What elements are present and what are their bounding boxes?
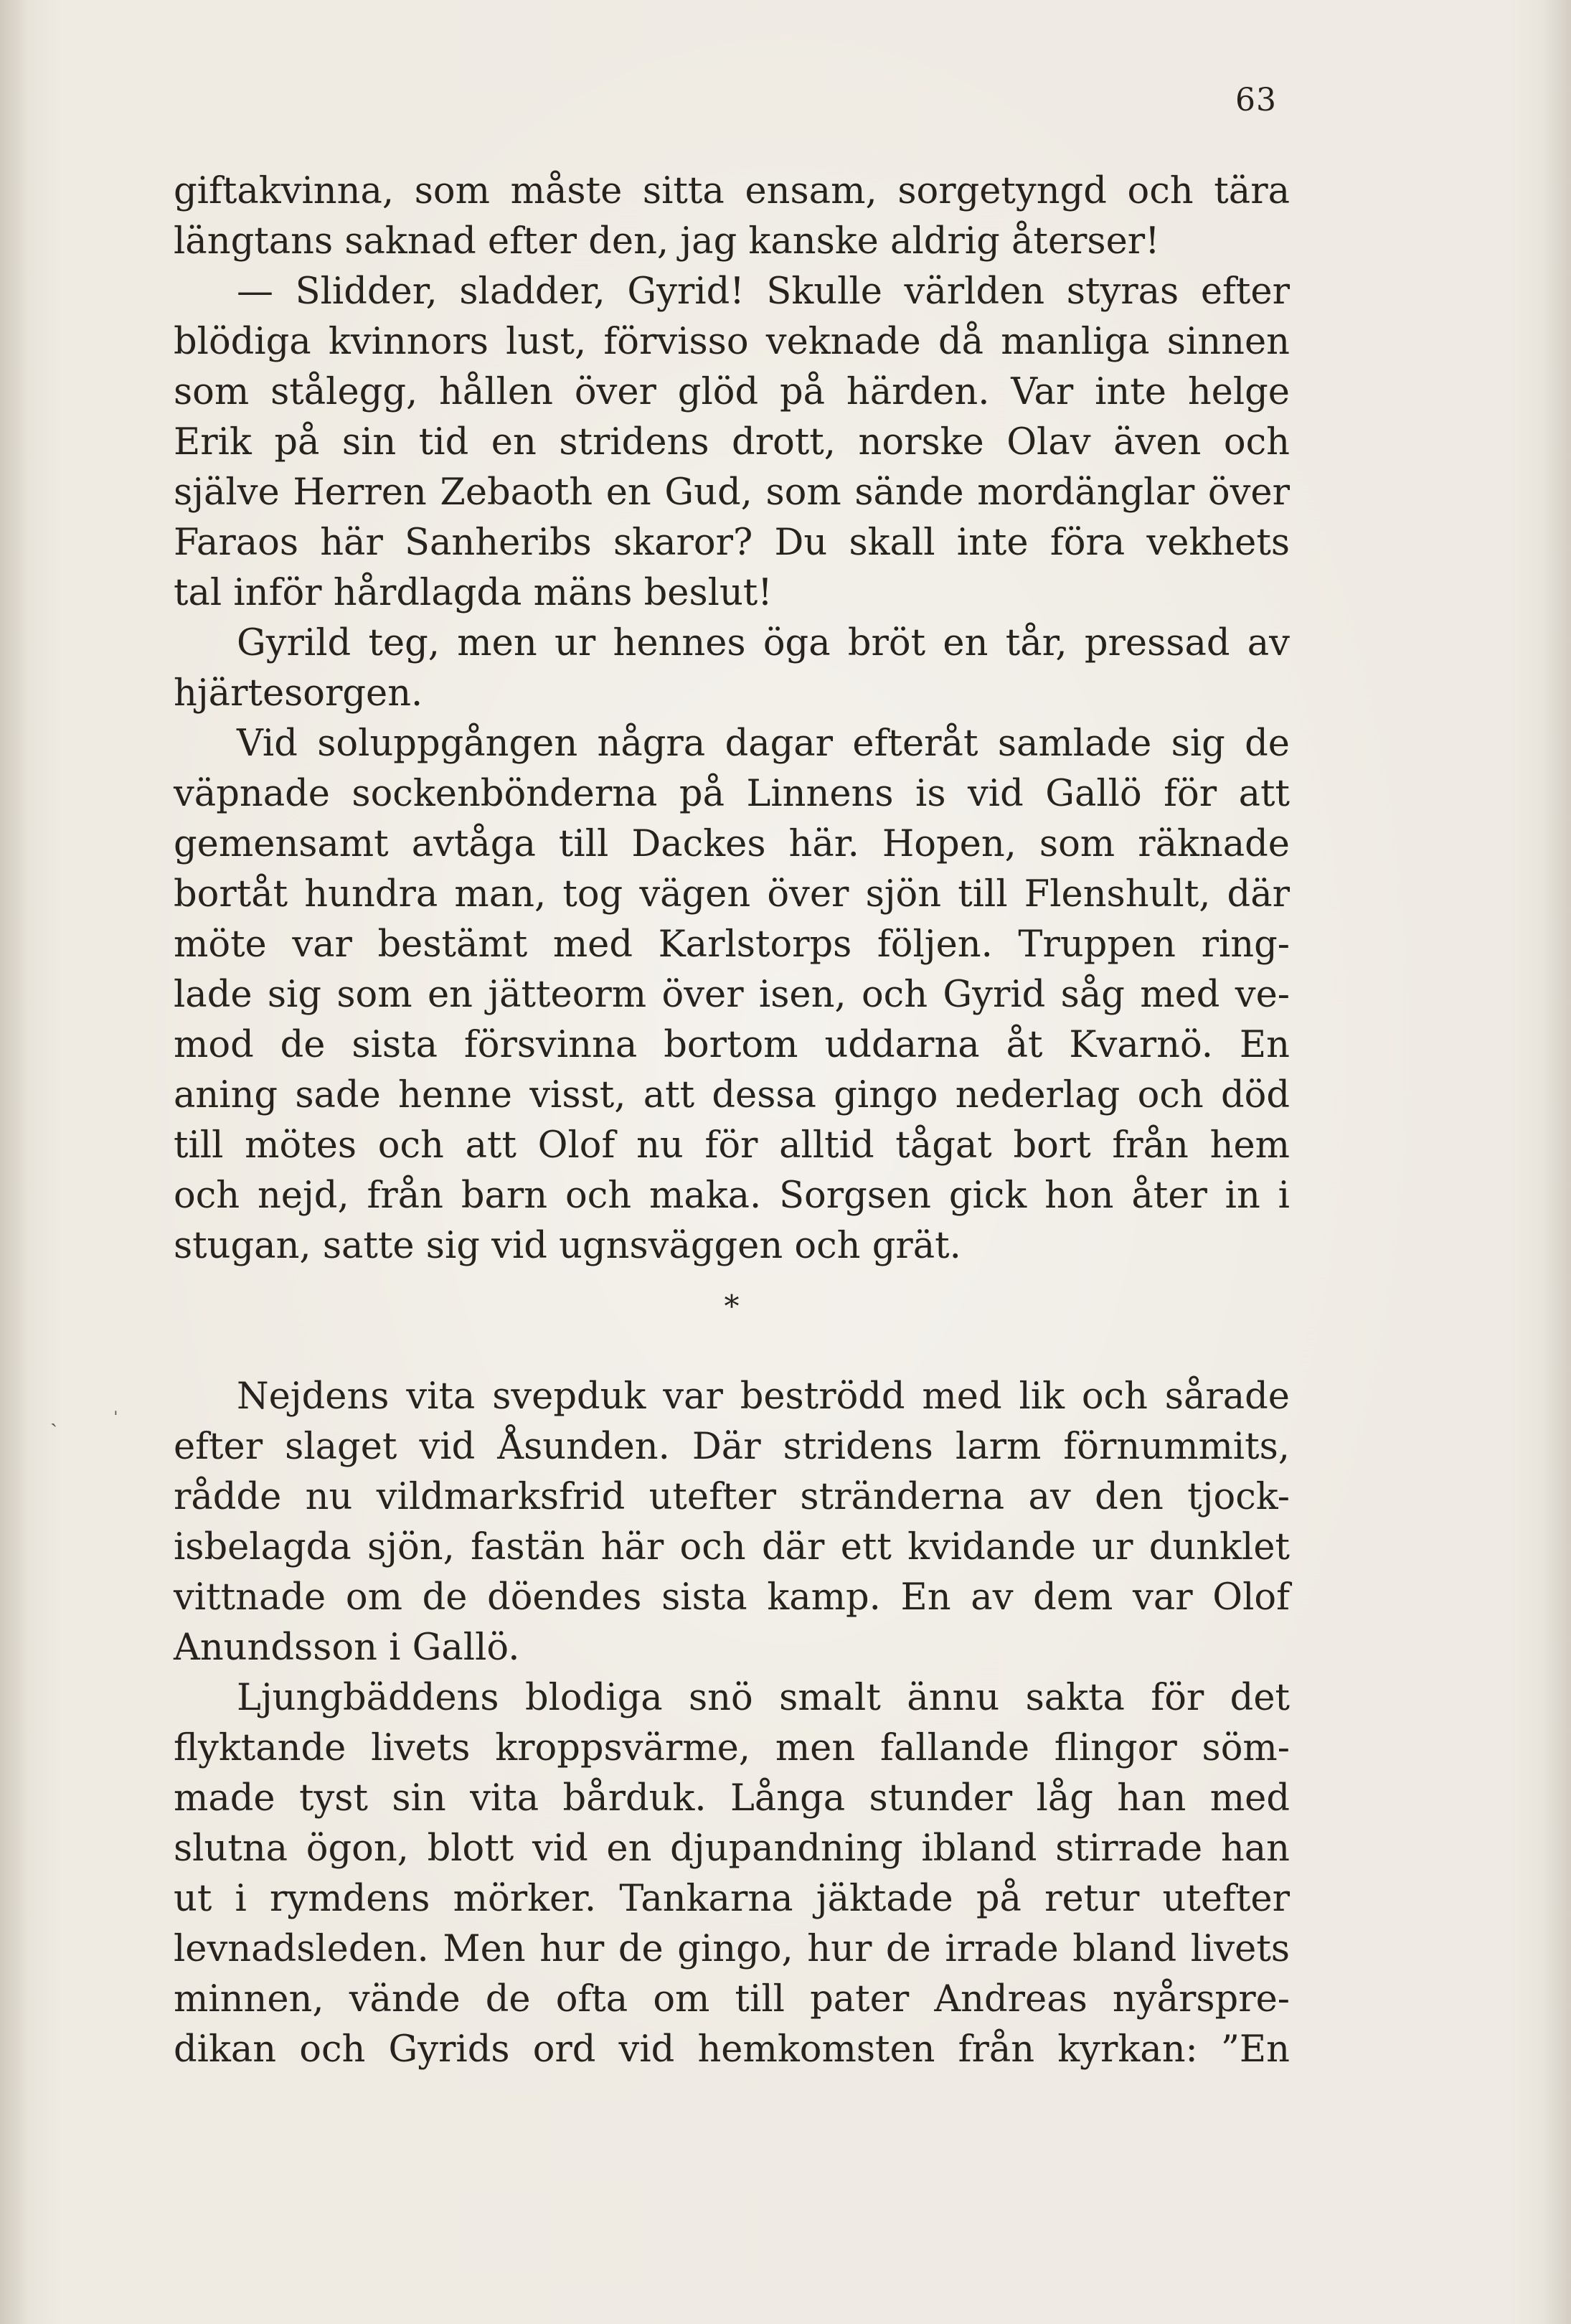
asterisk-divider: *	[724, 1289, 740, 1324]
page-edge-shadow-left	[0, 0, 29, 2324]
text-line: ut i rymdens mörker. Tankarna jäktade på retur utefter	[174, 1878, 1290, 1920]
text-line: lade sig som en jätteorm över isen, och Gyrid såg med ve-	[174, 974, 1290, 1016]
text-line: gemensamt avtåga till Dackes här. Hopen, som räknade	[174, 823, 1290, 865]
text-line: flyktande livets kroppsvärme, men fallande flingor söm-	[174, 1727, 1290, 1769]
paragraph-2	[174, 267, 1290, 618]
text-line: Ljungbäddens blodiga snö smalt ännu sakta för det	[237, 1677, 1290, 1719]
body-text	[174, 166, 1290, 2075]
text-line: blödiga kvinnors lust, förvisso veknade då manliga sinnen	[174, 321, 1290, 363]
text-line: mod de sista försvinna bortom uddarna åt Kvarnö. En	[174, 1024, 1290, 1066]
text-line: giftakvinna, som måste sitta ensam, sorgetyngd och tära	[174, 170, 1290, 212]
text-line: som stålegg, hållen över glöd på härden. Var inte helge	[174, 371, 1290, 413]
text-line: — Slidder, sladder, Gyrid! Skulle världen styras efter	[237, 270, 1290, 313]
text-line: Faraos här Sanheribs skaror? Du skall inte föra vekhets	[174, 522, 1290, 564]
text-line: levnadsleden. Men hur de gingo, hur de irrade bland livets	[174, 1928, 1290, 1970]
text-line: och nejd, från barn och maka. Sorgsen gick hon åter in i	[174, 1175, 1290, 1217]
margin-speck-mark: ˏ	[50, 1403, 57, 1428]
text-line: vittnade om de döendes sista kamp. En av dem var Olof	[174, 1576, 1290, 1619]
text-line: Erik på sin tid en stridens drott, norske Olav även och	[174, 421, 1290, 464]
text-line: stugan, satte sig vid ugnsväggen och grät.	[174, 1225, 961, 1267]
paragraph-1	[174, 166, 1290, 267]
text-line: made tyst sin vita bårduk. Långa stunder låg han med	[174, 1777, 1290, 1820]
paragraph-6	[174, 1673, 1290, 2075]
text-line: isbelagda sjön, fastän här och där ett kvidande ur dunklet	[174, 1526, 1290, 1568]
text-line: efter slaget vid Åsunden. Där stridens larm förnummits,	[174, 1426, 1290, 1468]
text-line: dikan och Gyrids ord vid hemkomsten från kyrkan: ”En	[174, 2028, 1290, 2071]
paragraph-5	[174, 1372, 1290, 1673]
text-line: väpnade sockenbönderna på Linnens is vid Gallö för att	[174, 773, 1290, 815]
text-line: längtans saknad efter den, jag kanske aldrig återser!	[174, 220, 1160, 263]
text-line: möte var bestämt med Karlstorps följen. Truppen ring-	[174, 923, 1290, 966]
page-edge-shadow-right	[1542, 0, 1571, 2324]
text-line: rådde nu vildmarksfrid utefter stränderna av den tjock-	[174, 1476, 1290, 1518]
text-line: Anundsson i Gallö.	[174, 1627, 520, 1669]
text-line: Vid soluppgången några dagar efteråt samlade sig de	[237, 723, 1290, 765]
text-line: slutna ögon, blott vid en djupandning ibland stirrade han	[174, 1827, 1290, 1870]
text-line: bortåt hundra man, tog vägen över sjön till Flenshult, där	[174, 873, 1290, 916]
text-line: aning sade henne visst, att dessa gingo nederlag och död	[174, 1074, 1290, 1116]
paragraph-4	[174, 719, 1290, 1271]
text-line: själve Herren Zebaoth en Gud, som sände mordänglar över	[174, 471, 1290, 514]
text-line: till mötes och att Olof nu för alltid tågat bort från hem	[174, 1124, 1290, 1167]
text-line: Nejdens vita svepduk var beströdd med lik och sårade	[237, 1375, 1290, 1418]
section-break	[174, 1271, 1290, 1372]
text-line: minnen, vände de ofta om till pater Andreas nyårspre-	[174, 1978, 1290, 2020]
page-number: 63	[1235, 82, 1277, 118]
text-line: tal inför hårdlagda mäns beslut!	[174, 572, 773, 614]
text-line: hjärtesorgen.	[174, 672, 423, 715]
margin-speck-mark: ˌ	[113, 1397, 118, 1417]
text-line: Gyrild teg, men ur hennes öga bröt en tår, pressad av	[237, 622, 1290, 664]
paragraph-3	[174, 618, 1290, 719]
